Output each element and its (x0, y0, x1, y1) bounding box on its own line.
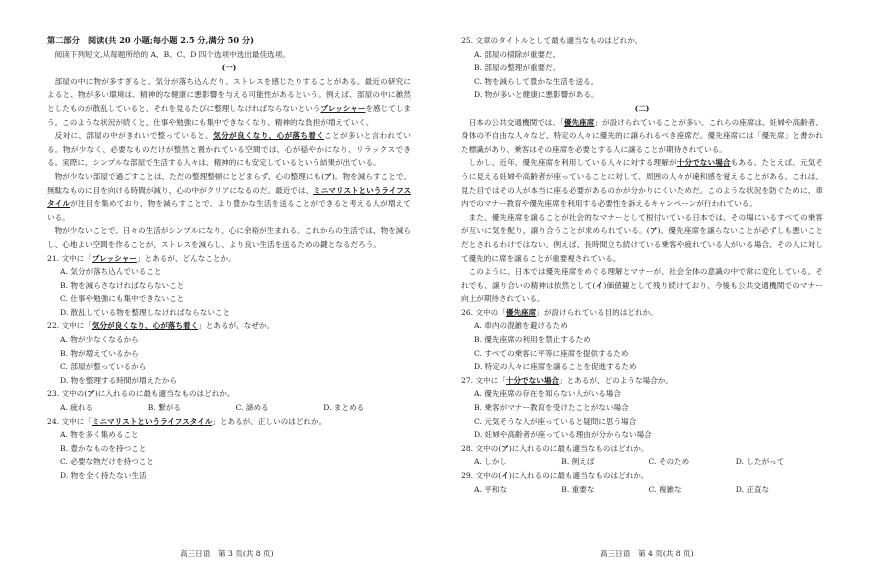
text-run: ことが多いと言われている。物が少なく、必要なものだけが整然と置かれている空間では、心が穏やかになり、リラックスできる。実際に、シンプルな部屋で生活する人々は、精神的にも安定しているという結果が出ている。 (47, 131, 412, 168)
question-stem (47, 387, 411, 401)
text-run: 24. 文中に「 (47, 416, 92, 426)
text-run: 」が設けられている目的はどれか。 (536, 307, 658, 317)
blank-marker: ア (324, 171, 332, 181)
answer-option: C. 必要な物だけを持つこと (60, 457, 154, 467)
answer-option: B. 重要な (561, 484, 595, 494)
answer-option: C. そのため (648, 457, 690, 467)
answer-option: A. 物が少なくなるから (60, 335, 139, 345)
text-run: もある。たとえば、元気そうに見える妊婦や高齢者が座っていることに対して、周囲の人々が違和感を覚えることがある。これは、見た目ではその人が本当に座る必要があるのかが分かりにくいためだ。このような状況を防ぐために、車内でのマナー教育や優先座席を利用する必要性を訴えるキャンペーンが行われている。 (461, 158, 824, 209)
answer-option: A. 優先座席の存在を知らない人がいる場合 (474, 389, 621, 399)
answer-option: B. 例えば (561, 457, 595, 467)
blank-marker: ア (501, 443, 509, 453)
underlined-phrase: 気分が良くなり、心が落ち着く (213, 131, 325, 141)
question (461, 374, 823, 442)
underlined-phrase: 十分でない場合 (505, 375, 560, 385)
text-run: 物が少ないことで、日々の生活がシンプルになり、心に余裕が生まれる。これからの生活では、物を減らし、心地よい空間を作ることが、ストレスを減らし、より良い生活を送るための鍵となるだろう。 (47, 226, 411, 249)
paragraph (47, 129, 411, 170)
page-footer-right: 高三日语 第 4 页(共 8 页) (600, 549, 694, 558)
text-run: 26. 文中の「 (461, 307, 506, 317)
text-run: また、優先座席を譲ることが社会的なマナーとして根付いている日本では、その場にいるすべての乗客が互いに気を配り、譲り合うことが求められている。( (461, 212, 823, 236)
answer-option: D. 妊婦や高齢者が座っている理由が分からない場合 (474, 430, 652, 440)
text-run: 」とあるが、なぜか。 (198, 321, 275, 331)
underlined-phrase: 十分でない場合 (676, 158, 731, 168)
text-run: )、優先座席を譲らないことが必ずしも悪いことだとされるわけではない。例えば、長時間立ち続けている乗客や疲れている人がいる場合、その人に対して優先的に席を譲ることが重要視されている。 (461, 226, 824, 263)
paragraph (461, 211, 823, 265)
text-run: )。物を減らすことで、無駄なものに目を向ける時間が減り、心の中がクリアになるのだ。最近では、 (47, 171, 412, 195)
text-run: が注目を集めており、物を減らすことで、より豊かな生活を送ることができると考える人が増えている。 (47, 199, 412, 222)
text-run: を感じてしまう。このような状況が続くと、仕事や勉強にも集中できなくなり、精神的な負担が増えていく。 (47, 103, 412, 127)
paragraph (461, 116, 823, 157)
answer-option: A. 気分が落ち込んでいること (60, 267, 162, 277)
text-run: 」とあるが、どのような場合か。 (559, 375, 673, 385)
answer-option: D. 特定の人々に座席を譲ることを促進するため (474, 362, 637, 372)
text-run: 」が設けられていることが多い。これらの座席は、妊婦や高齢者、身体の不自由な人々など、特定の人々に優先的に譲られるべき座席だ。優先座席には「優先席」と書かれた標識があり、乗客はその座席を必要とする人に譲ることが期待されている。 (461, 117, 824, 154)
text-run: このように、日本では優先座席をめぐる理解とマナーが、社会全体の意識の中で常に変化している。それでも、譲り合いの精神は依然として( (461, 267, 823, 290)
text-run: 22. 文中に「 (47, 321, 92, 331)
answer-option: C. 仕事や勉強にも集中できないこと (60, 294, 185, 304)
question (47, 387, 411, 414)
question (461, 469, 823, 496)
answer-option: C. 物を減らして豊かな生活を送る。 (474, 76, 599, 86)
answer-options-row (461, 455, 823, 469)
answer-options-row (47, 401, 411, 415)
answer-option: B. 部屋の整理が重要だ。 (474, 63, 561, 73)
answer-option: D. 正直な (735, 484, 770, 494)
answer-option: C. 複雑な (648, 484, 682, 494)
answer-option: B. 繋がる (147, 403, 181, 413)
blank-marker: ア (87, 389, 95, 399)
passage-2 (461, 116, 823, 306)
answer-option: B. 物が増えているから (60, 348, 139, 358)
underlined-phrase: プレッシャー (320, 103, 366, 113)
text-run: 21. 文中に「 (47, 253, 92, 263)
passage-2-title: (二) (634, 103, 650, 113)
blank-marker: イ (595, 280, 604, 290)
question (461, 306, 823, 374)
text-run: )に入れるのに最も適当なものはどれか。 (94, 389, 235, 399)
underlined-phrase: ミニマリストというライフスタイル (47, 185, 412, 209)
paragraph (47, 75, 411, 129)
paragraph (47, 170, 411, 224)
page-3 (47, 34, 411, 483)
questions-21-24 (47, 252, 411, 483)
blank-marker: イ (501, 471, 509, 480)
text-run: )に入れるのに最も適当なものはどれか。 (508, 443, 649, 453)
answer-options-row (461, 483, 823, 497)
text-run: 」とあるが、どんなことか。 (136, 253, 236, 263)
answer-option: A. 部屋の掃除が重要だ。 (474, 49, 561, 59)
text-run: )価値観として残り続けており、今後も公共交通機関でのマナー向上が期待されている。 (461, 280, 823, 304)
question (47, 252, 411, 320)
question-stem (47, 319, 411, 333)
question-stem (461, 442, 823, 456)
underlined-phrase: 優先座席 (505, 307, 537, 317)
answer-option: D. まとめる (323, 403, 365, 413)
answer-option: C. 諦める (235, 403, 269, 413)
answer-option: A. 疲れる (60, 403, 94, 413)
underlined-phrase: ミニマリストというライフスタイル (91, 416, 213, 426)
answer-option: C. 元気そうな人が座っていると疑問に思う場合 (474, 416, 637, 426)
question-stem (461, 469, 823, 483)
text-run: )に入れるのに最も適当なものはどれか。 (508, 471, 649, 480)
question (47, 319, 411, 387)
instruction-text: 阅读下列短文,从每题所给的 A、B、C、D 四个选项中选出最佳选项。 (54, 49, 290, 59)
question-25 (461, 34, 823, 102)
text-run: 日本の公共交通機関では、「 (468, 117, 564, 127)
paragraph (461, 265, 823, 306)
page-footer-left: 高三日语 第 3 页(共 8 页) (180, 549, 274, 558)
text-run: 物が少ない部屋で過ごすことは、ただの整理整頓にとどまらず、心の整理にも( (54, 171, 325, 181)
section-heading: 第二部分 阅读(共 20 小题;每小题 2.5 分,满分 50 分) (47, 35, 254, 45)
question-stem (47, 252, 411, 266)
answer-option: A. 平和な (474, 484, 508, 494)
answer-option: C. 部屋が整っているから (60, 362, 147, 372)
underlined-phrase: 優先座席 (563, 117, 595, 127)
answer-option: A. しかし (474, 457, 508, 467)
answer-option: D. したがって (735, 457, 785, 467)
questions-26-29 (461, 306, 823, 496)
text-run: 」とあるが、正しいのはどれか。 (212, 416, 327, 426)
text-run: 部屋の中に物が多すぎると、気分が落ち込んだり、ストレスを感じたりすることがある。最近の研究によると、物が多い環境は、精神的な健康に悪影響を与える可能性があるという。例えば、部屋の中に雑然としたものが散乱していると、それを見るたびに整理しなければならないという (47, 76, 411, 113)
question-stem (461, 374, 823, 388)
answer-option: D. 物が多いと健康に悪影響がある。 (474, 90, 599, 100)
text-run: しかし、近年、優先座席を利用している人々に対する理解が (468, 158, 677, 168)
answer-option: C. すべての乗客に平等に座席を提供するため (474, 348, 629, 358)
answer-option: A. 物を多く集めること (60, 430, 139, 440)
text-run: 27. 文中に「 (461, 375, 506, 385)
answer-option: B. 乗客がマナー教育を受けたことがない場合 (474, 403, 629, 413)
underlined-phrase: 気分が良くなり、心が落ち着く (91, 321, 199, 331)
blank-marker: ア (649, 226, 658, 236)
answer-option: B. 優先座席の利用を禁止するため (474, 335, 591, 345)
question-stem (47, 415, 411, 429)
question-stem (461, 306, 823, 320)
answer-option: A. 車内の混雑を避けるため (474, 321, 568, 331)
page-4 (461, 34, 823, 496)
passage-1 (47, 75, 411, 252)
text-run: 23. 文中の( (47, 389, 88, 399)
answer-option: D. 物を全く持たない生活 (60, 471, 147, 480)
question (47, 415, 411, 483)
passage-1-title: (一) (221, 63, 237, 73)
answer-option: B. 物を減らさなければならないこと (60, 280, 185, 290)
text-run: 29. 文中の( (461, 471, 502, 480)
text-run: 28. 文中の( (461, 443, 502, 453)
answer-option: D. 散乱している物を整理しなければならないこと (60, 307, 231, 317)
paragraph (461, 156, 823, 210)
question (461, 442, 823, 469)
question-stem: 25. 文章のタイトルとして最も適当なものはどれか。 (461, 36, 643, 45)
answer-option: D. 物を整理する時間が増えたから (60, 375, 177, 385)
underlined-phrase: プレッシャー (91, 253, 137, 263)
answer-option: B. 豊かなものを持つこと (60, 443, 147, 453)
paragraph (47, 224, 411, 251)
text-run: 反対に、部屋の中がきれいで整っていると、 (54, 131, 214, 141)
